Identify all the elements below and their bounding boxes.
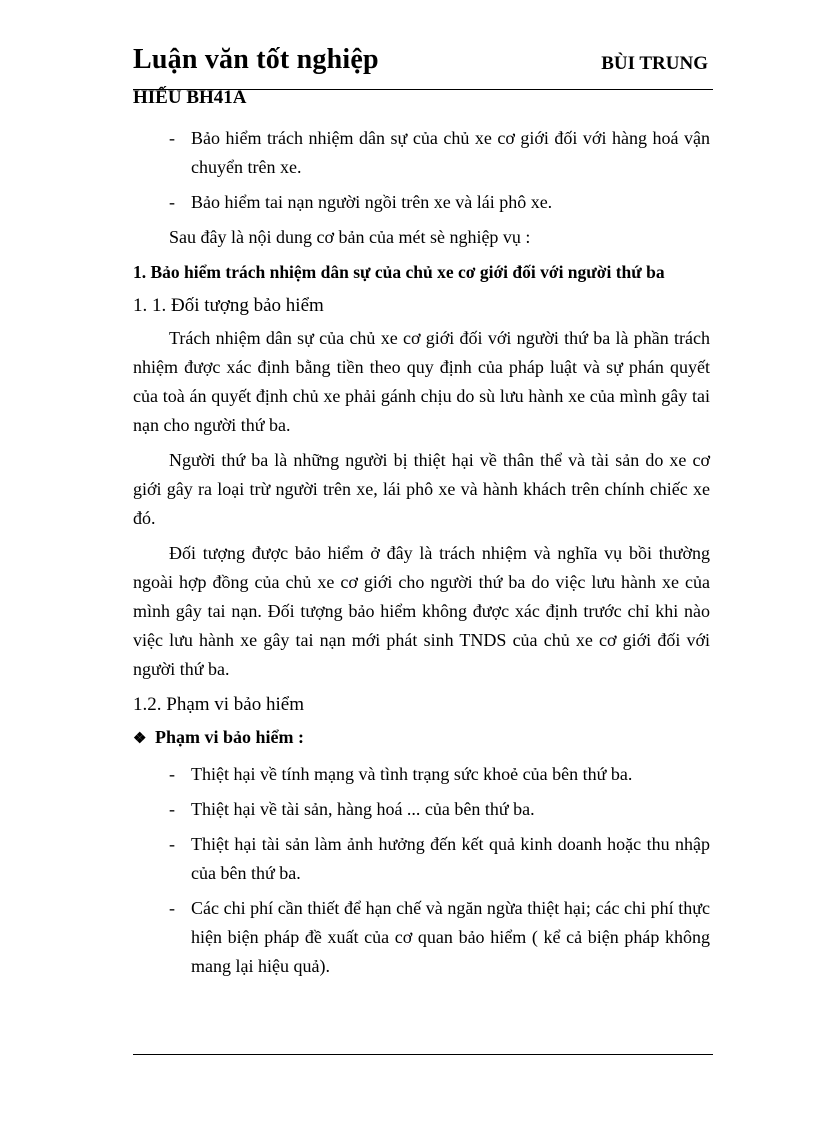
paragraph: Đối tượng được bảo hiểm ở đây là trách nhiệm và nghĩa vụ bồi thường ngoài hợp đồng của chủ xe cơ giới cho người thứ ba do việc lưu hành xe của mình gây tai nạn. Đối tượng bảo hiểm không được xác định trước chỉ khi nào việc lưu hành xe gây tai nạn mới phát sinh TNDS của chủ xe cơ giới đối với người thứ ba. (133, 543, 710, 679)
scope-heading (133, 723, 710, 754)
dash-bullet: - (169, 898, 175, 918)
subsection-heading: 1. 1. Đối tượng bảo hiểm (133, 295, 324, 316)
scope-heading-text: Phạm vi bảo hiểm : (155, 727, 305, 747)
dash-bullet: - (169, 799, 175, 819)
list-item (133, 830, 710, 888)
list-item (133, 124, 710, 182)
intro-paragraph: Sau đây là nội dung cơ bản của mét sè nghiệp vụ : (169, 227, 531, 247)
header-id-line: HIẾU BH41A (133, 87, 247, 108)
list-item-text: Thiệt hại về tính mạng và tình trạng sức khoẻ của bên thứ ba. (191, 764, 633, 784)
dash-bullet: - (169, 764, 175, 784)
dash-bullet: - (169, 128, 175, 148)
list-item-text: Thiệt hại tài sản làm ảnh hưởng đến kết quả kinh doanh hoặc thu nhập của bên thứ ba. (191, 834, 710, 883)
list-item (133, 188, 710, 217)
list-item (133, 894, 710, 981)
list-item (133, 760, 710, 789)
paragraph: Trách nhiệm dân sự của chủ xe cơ giới đối với người thứ ba là phần trách nhiệm được xác định bằng tiền theo quy định của pháp luật và sự phán quyết của toà án quyết định chủ xe phải gánh chịu do sù lưu hành xe của mình gây tai nạn cho người thứ ba. (133, 328, 710, 435)
section-heading: 1. Bảo hiểm trách nhiệm dân sự của chủ xe cơ giới đối với người thứ ba (133, 262, 665, 282)
dash-bullet: - (169, 192, 175, 212)
list-item (133, 795, 710, 824)
list-item-text: Các chi phí cần thiết để hạn chế và ngăn ngừa thiệt hại; các chi phí thực hiện biện pháp đề xuất của cơ quan bảo hiểm ( kể cả biện pháp không mang lại hiệu quả). (191, 898, 710, 976)
footer-divider (133, 1054, 713, 1055)
header-author: BÙI TRUNG (601, 53, 708, 74)
subsection-heading: 1.2. Phạm vi bảo hiểm (133, 694, 304, 715)
diamond-bullet-icon: ❖ (133, 731, 147, 747)
paragraph: Người thứ ba là những người bị thiệt hại về thân thể và tài sản do xe cơ giới gây ra loại trừ người trên xe, lái phô xe và hành khách trên chính chiếc xe đó. (133, 450, 710, 528)
header-title: Luận văn tốt nghiệp (133, 44, 379, 75)
document-body (133, 124, 710, 987)
dash-bullet: - (169, 834, 175, 854)
list-item-text: Bảo hiểm tai nạn người ngồi trên xe và lái phô xe. (191, 192, 553, 212)
list-item-text: Thiệt hại về tài sản, hàng hoá ... của bên thứ ba. (191, 799, 535, 819)
list-item-text: Bảo hiểm trách nhiệm dân sự của chủ xe cơ giới đối với hàng hoá vận chuyển trên xe. (191, 128, 710, 177)
